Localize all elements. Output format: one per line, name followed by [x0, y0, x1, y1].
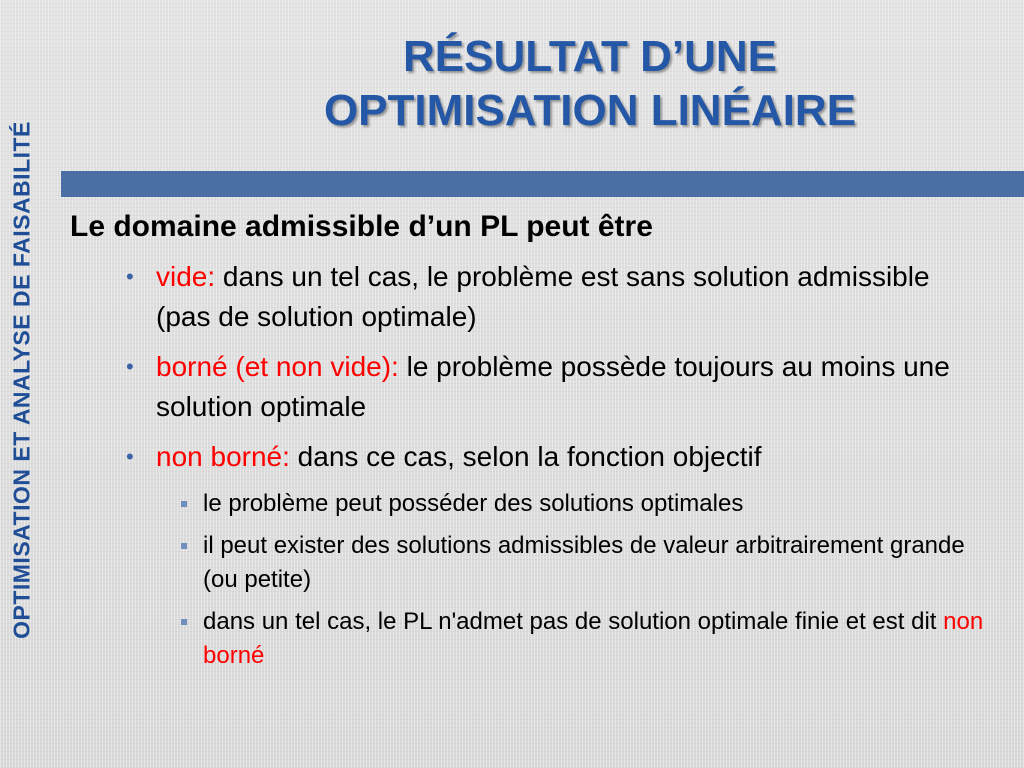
bullet-text: le problème possède toujours au moins une solution optimale [156, 351, 950, 422]
lead-statement: Le domaine admissible d’un PL peut être [70, 210, 653, 243]
slide-title [150, 30, 1024, 138]
sub-bullet-text: le problème peut posséder des solutions optimales [203, 490, 744, 517]
bullet-dot-icon: • [126, 264, 134, 289]
sub-bullet-text: il peut exister des solutions admissibles de valeur arbitrairement grande (ou petite) [203, 532, 965, 593]
side-title-strip [0, 0, 44, 768]
bullet-dot-icon: • [126, 444, 134, 469]
sub-bullet-text: dans un tel cas, le PL n'admet pas de solution optimale finie et est dit [203, 608, 944, 635]
slide-body [70, 205, 990, 681]
bullet-text: dans ce cas, selon la fonction objectif [289, 441, 762, 472]
square-bullet-icon [181, 501, 187, 507]
bullet-text: dans un tel cas, le problème est sans solution admissible (pas de solution optimale) [156, 261, 930, 332]
slide-title-line-2: OPTIMISATION LINÉAIRE [323, 86, 857, 135]
title-divider-bar [61, 171, 1024, 197]
sub-bullet-item [70, 529, 990, 597]
bullet-label: non borné: [156, 441, 290, 472]
square-bullet-icon [181, 543, 187, 549]
sub-bullet-item [70, 605, 990, 673]
slide-title-line-1: RÉSULTAT D’UNE [403, 32, 777, 81]
bullet-dot-icon: • [126, 354, 134, 379]
bullet-label: vide: [156, 261, 216, 292]
sub-bullet-item [70, 487, 990, 521]
sub-bullet-highlight: non borné [203, 608, 984, 669]
bullet-item-bounded [70, 347, 990, 427]
square-bullet-icon [181, 619, 187, 625]
bullet-label: borné (et non vide): [156, 351, 399, 382]
bullet-item-unbounded [70, 437, 990, 477]
side-title: OPTIMISATION ET ANALYSE DE FAISABILITÉ [8, 121, 35, 639]
bullet-item-empty [70, 257, 990, 337]
